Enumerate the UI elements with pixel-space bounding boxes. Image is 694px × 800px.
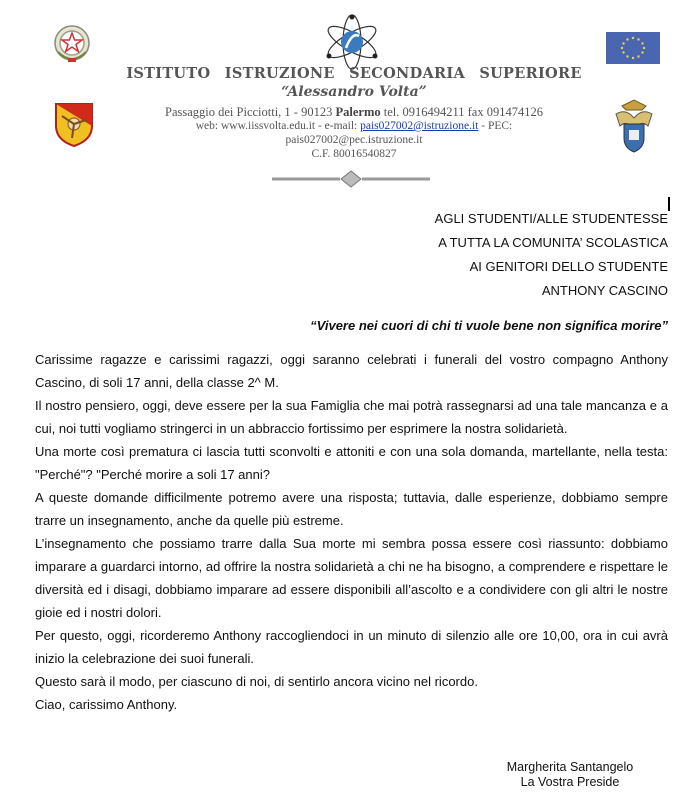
signature-block [490,760,650,790]
ornamental-divider [270,170,432,188]
institute-pec: pais027002@pec.istruzione.it [285,134,423,146]
recipient-line: AGLI STUDENTI/ALLE STUDENTESSE [434,211,668,226]
institute-name: ISTITUTO ISTRUZIONE SECONDARIA SUPERIORE [126,65,582,82]
body-paragraph: Per questo, oggi, ricorderemo Anthony raccogliendoci in un minuto di silenzio alle ore 10,00, ora in cui avrà inizio la celebrazione dei suoi funerali. [35,628,668,666]
body-paragraph: A queste domande difficilmente potremo avere una risposta; tuttavia, dalle esperienze, dobbiamo sempre trarre un insegnamento, anche da quelle più estreme. [35,490,668,528]
sicily-region-emblem-icon [52,100,96,148]
european-union-flag-icon [606,32,660,64]
institute-web-email [120,120,588,133]
address-prefix: Passaggio dei Picciotti, 1 - 90123 [165,105,336,119]
recipients-block [435,207,668,303]
recipient-line: ANTHONY CASCINO [541,283,668,298]
address-city: Palermo [335,105,381,119]
body-paragraph: Il nostro pensiero, oggi, deve essere per la sua Famiglia che mai potrà rassegnarsi ad una tale mancanza e a cui, noi tutti vogliamo stringerci in un abbraccio fortissimo per esprimere la nostra solidarietà. [35,398,668,436]
institute-tax-code: C.F. 80016540827 [311,148,397,160]
epigraph-quote: “Vivere nei cuori di chi ti vuole bene non significa morire” [310,318,668,333]
body-paragraph: Carissime ragazze e carissimi ragazzi, oggi saranno celebrati i funerali del vostro compagno Anthony Cascino, di soli 17 anni, della classe 2^ M. [35,352,668,390]
email-link[interactable]: pais027002@istruzione.it [360,120,479,132]
body-paragraph: L’insegnamento che possiamo trarre dalla Sua morte mi sembra possa essere così riassunto: dobbiamo imparare a guardarci intorno, ad offrire la nostra solidarietà a chi ne ha bisogno, a comprendere e rispettare le diversità ed i disagi, dobbiamo imparare ad essere disponibili all’ascolto e a condividere con gli altri le nostre gioie ed i nostri dolori. [35,536,668,620]
pec-label: - PEC: [478,120,513,132]
palermo-city-crest-icon [612,98,656,154]
body-paragraph: Una morte così prematura ci lascia tutti sconvolti e attoniti e con una sola domanda, martellante, nella testa: "Perché"? "Perché morire a soli 17 anni? [35,444,668,482]
web-prefix: web: www.iissvolta.edu.it - e-mail: [195,120,361,132]
recipient-line: A TUTTA LA COMUNITA’ SCOLASTICA [438,235,668,250]
text-cursor [668,197,670,211]
signatory-role: La Vostra Preside [520,775,620,789]
institute-address [120,106,588,119]
recipient-line: AI GENITORI DELLO STUDENTE [469,259,668,274]
address-phone-fax: tel. 0916494211 fax 091474126 [380,105,543,119]
letter-body [35,348,668,716]
signatory-name: Margherita Santangelo [506,760,634,774]
body-paragraph: Questo sarà il modo, per ciascuno di noi, di sentirlo ancora vicino nel ricordo. [35,674,478,689]
institute-atom-logo-icon [322,14,382,70]
institute-subtitle: “Alessandro Volta” [281,84,427,100]
italian-republic-emblem-icon [52,22,92,64]
body-paragraph: Ciao, carissimo Anthony. [35,697,178,712]
